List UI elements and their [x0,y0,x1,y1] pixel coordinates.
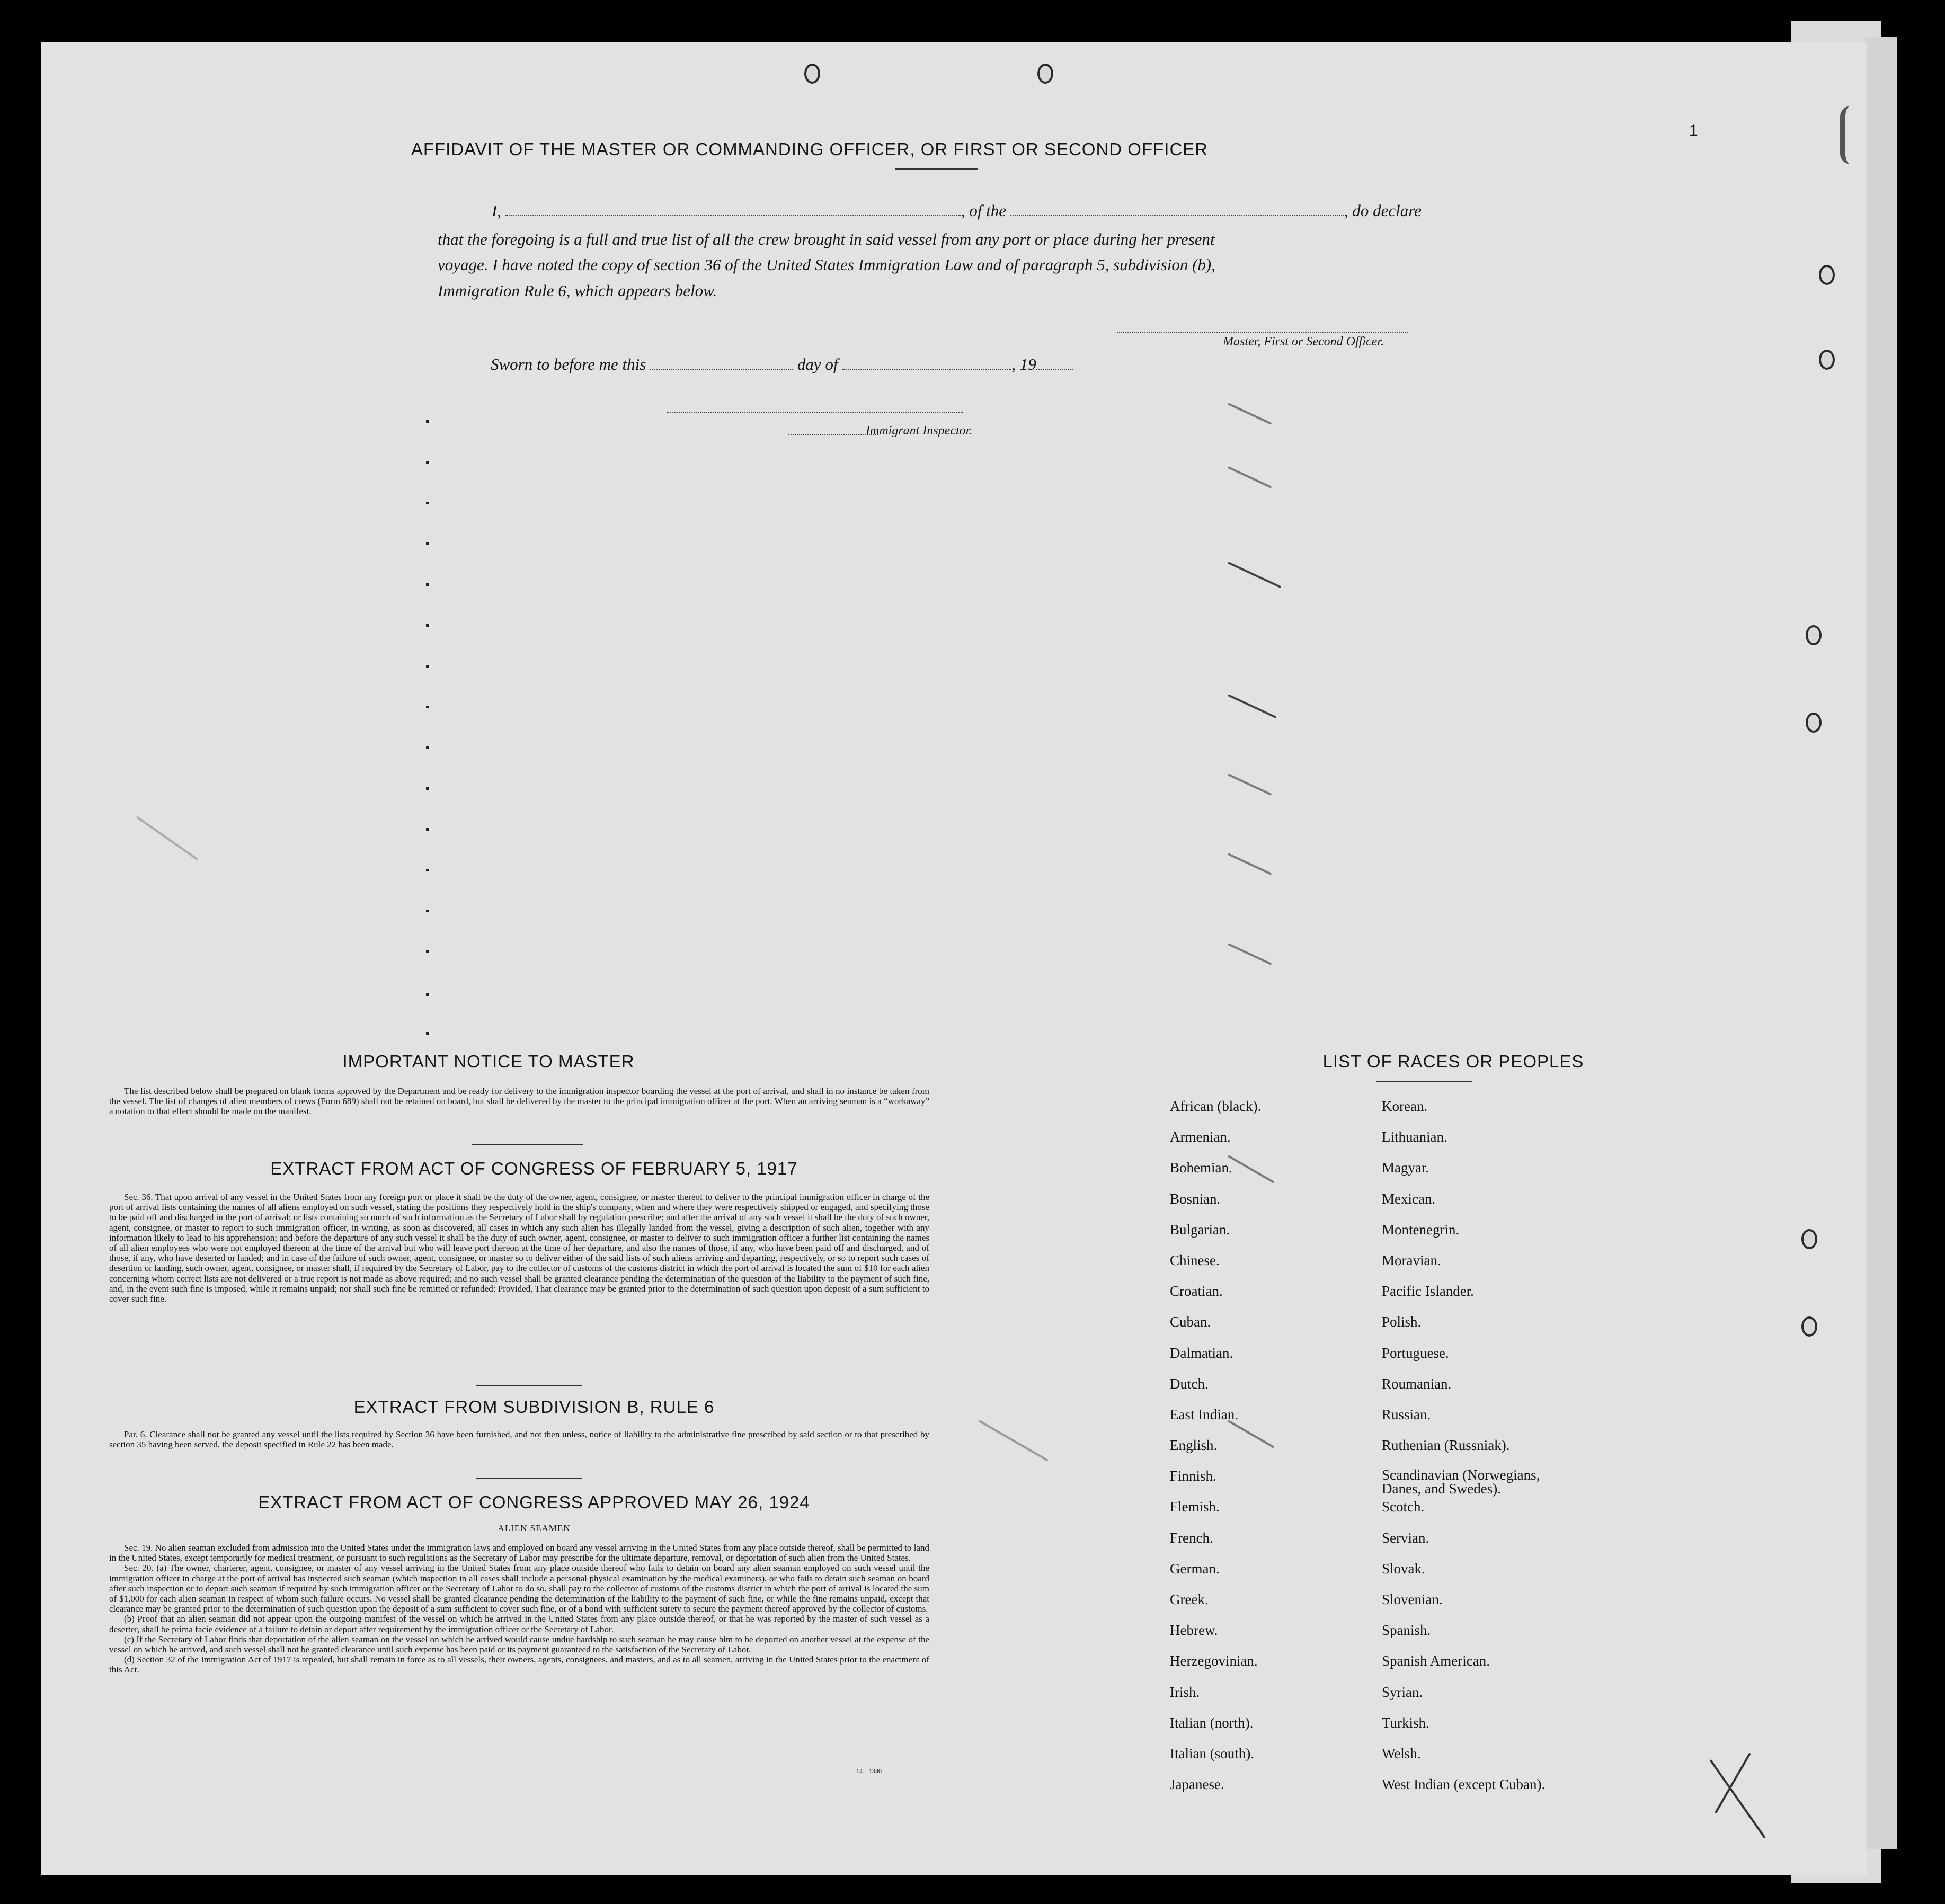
race-item: Japanese. [1170,1776,1224,1793]
race-item: Roumanian. [1382,1375,1452,1392]
race-item: German. [1170,1560,1220,1577]
race-item: West Indian (except Cuban). [1382,1776,1546,1793]
affidavit-of-the: , of the [961,201,1007,220]
race-item: Spanish. [1382,1622,1431,1639]
race-item: Slovenian. [1382,1591,1443,1607]
affidavit-title: AFFIDAVIT OF THE MASTER OR COMMANDING OFFICER, OR FIRST OR SECOND OFFICER [411,139,1209,159]
sworn-year-field[interactable] [1036,369,1073,370]
race-item: Italian (south). [1170,1745,1254,1761]
underlying-page-edge [1865,37,1897,1849]
race-item: Spanish American. [1382,1653,1490,1669]
race-item: East Indian. [1170,1406,1238,1422]
race-item: Herzegovinian. [1170,1653,1258,1669]
binder-hole [1806,713,1822,733]
races-title: LIST OF RACES OR PEOPLES [1322,1052,1584,1071]
section-20c-paragraph: (c) If the Secretary of Labor finds that deportation of the alien seaman on the vessel on which he arrived would cause undue hardship to such seaman he may cause him to be deported on another vessel at the expense of the vessel on which he arrived, and such vessel shall not be granted clearance until such expense has been paid or its payment guaranteed to the satisfaction of the Secretary of Labor. [109,1634,929,1655]
race-item: Korean. [1382,1098,1428,1114]
inspector-signature-line[interactable] [667,412,963,413]
races-column-2 [1382,1098,1557,1807]
section-36-paragraph: Sec. 36. That upon arrival of any vessel in the United States from any foreign port or place it shall be the duty of the owner, agent, consignee, or master thereof to deliver to the principal immigration officer in charge of the port of arrival lists containing the names of all aliens employed on such vessel, stating the positions they respectively hold in the ship's company, when and where they were respectively shipped or engaged, and specifying those to be paid off and discharged in the port of arrival; or lists containing so much of such information as the Secretary of Labor shall by regulation prescribe; and after the arrival of any such vessel it shall be the duty of such owner, agent, consignee, or master to report to such immigration officer, in writing, as soon as discovered, all cases in which any such alien has illegally landed from the vessel, giving a description of such alien, together with any information likely to lead to his apprehension; and before the departure of any such vessel it shall be the duty of such owner, agent, consignee, or master to deliver to such immigration officer a further list containing the names of all alien employees who were not employed thereon at the time of the arrival but who will leave port thereon at the time of her departure, and also the names of those, if any, who have been paid off and discharged, and of those, if any, who have deserted or landed; and in case of the failure of such owner, agent, consignee, or master so to deliver either of the said lists of such aliens arriving and departing, respectively, or so to report such cases of desertion or landing, such owner, agent, consignee, or master shall, if required by the Secretary of Labor, pay to the collector of customs of the customs district in which the port of arrival is located the sum of $10 for each alien concerning whom correct lists are not delivered or a true report is not made as above required; and no such vessel shall be granted clearance pending the determination of the question of the liability to the payment of such fine, and, in the event such fine is imposed, while it remains unpaid; nor shall such fine be remitted or refunded: Provided, That clearance may be granted prior to the determination of such question upon deposit of a sum sufficient to cover such fine. [109,1192,929,1304]
section-rule [472,1144,583,1145]
extract-1917-title: EXTRACT FROM ACT OF CONGRESS OF FEBRUARY 5, 1917 [270,1159,798,1178]
race-item: English. [1170,1437,1218,1454]
race-item: Bosnian. [1170,1190,1221,1207]
sworn-day-of: day of [797,355,838,373]
binder-hole [1037,64,1053,84]
race-item: Ruthenian (Russniak). [1382,1437,1510,1454]
race-item: Irish. [1170,1684,1200,1700]
inspector-label: Immigrant Inspector. [866,424,973,438]
race-item: African (black). [1170,1098,1262,1114]
affidavit-declare: , do declare [1344,201,1422,220]
race-item: Turkish. [1382,1714,1429,1731]
binder-hole [804,64,820,84]
section-19-paragraph: Sec. 19. No alien seaman excluded from admission into the United States under the immigration laws and employed on board any vessel arriving in the United States from any place outside thereof, shall be permitted to land in the United States, except temporarily for medical treatment, or pursuant to such regulations as the Secretary of Labor may prescribe for the ultimate departure, removal, or deportation of such alien from the United States. [109,1543,929,1563]
binder-hole [1819,265,1835,285]
race-item: Bulgarian. [1170,1221,1230,1238]
race-item: Italian (north). [1170,1714,1254,1731]
affidavit-line-3: voyage. I have noted the copy of section 36 of the United States Immigration Law and of paragraph 5, subdivision (b), [438,255,1215,274]
race-item: Flemish. [1170,1499,1220,1515]
race-item: Magyar. [1382,1160,1429,1176]
affidavit-i: I, [492,201,502,220]
sworn-year: , 19 [1011,355,1036,373]
section-rule [476,1478,582,1479]
sworn-month-field[interactable] [842,369,1011,370]
extract-1924-text [109,1543,929,1675]
binder-hole [1806,625,1822,645]
name-field[interactable] [505,215,961,216]
notice-text [109,1086,929,1117]
signature-line[interactable] [1117,332,1408,333]
race-item: Mexican. [1382,1190,1436,1207]
binder-hole [1819,350,1835,370]
race-item: Portuguese. [1382,1345,1449,1361]
race-item: Cuban. [1170,1314,1211,1330]
notice-paragraph: The list described below shall be prepared on blank forms approved by the Department and be ready for delivery to the immigration inspector boarding the vessel at the port of arrival, and shall in no instance be taken from the vessel. The list of changes of alien members of crews (Form 689) shall not be retained on board, but shall be delivered by the master to the principal immigration officer at the port. When an arriving seaman is a “workaway” a notation to that effect should be made on the manifest. [109,1086,929,1117]
race-item: Bohemian. [1170,1160,1232,1176]
race-item: Finnish. [1170,1468,1216,1484]
alien-seamen-subtitle: ALIEN SEAMEN [498,1523,571,1533]
section-20b-paragraph: (b) Proof that an alien seaman did not appear upon the outgoing manifest of the vessel on which he arrived in the United States from any place outside thereof, or that he was reported by the master of such vessel as a deserter, shall be prima facie evidence of a failure to detain or deport after requirement by the immigration officer or the Secretary of Labor. [109,1614,929,1634]
races-column-1 [1170,1098,1261,1807]
races-title-rule [1376,1081,1472,1082]
title-rule [895,168,978,170]
race-item: Welsh. [1382,1745,1421,1761]
race-item: Armenian. [1170,1129,1231,1145]
sworn-prefix: Sworn to before me this [491,355,646,373]
race-item: Russian. [1382,1406,1431,1422]
affidavit-line-4: Immigration Rule 6, which appears below. [438,281,717,300]
race-item: Lithuanian. [1382,1129,1447,1145]
notice-title: IMPORTANT NOTICE TO MASTER [342,1052,635,1071]
document-sheet [41,42,1867,1875]
binder-hole [1801,1316,1817,1337]
rule-6-title: EXTRACT FROM SUBDIVISION B, RULE 6 [353,1397,715,1417]
race-item: Polish. [1382,1314,1422,1330]
sworn-line [491,355,1073,374]
sworn-day-field[interactable] [650,369,793,370]
form-number: 14—1340 [856,1767,882,1775]
race-item: Dalmatian. [1170,1345,1233,1361]
affidavit-line-2: that the foregoing is a full and true list of all the crew brought in said vessel from any port or place during her present [438,230,1215,248]
section-rule [476,1385,582,1386]
binder-hole [1801,1229,1817,1249]
handwritten-mark [1840,106,1875,164]
race-item: Scandinavian (Norwegians, Danes, and Swedes). [1382,1467,1540,1497]
race-item: Pacific Islander. [1382,1283,1474,1300]
race-item: Slovak. [1382,1560,1425,1577]
paragraph-6: Par. 6. Clearance shall not be granted any vessel until the lists required by Section 36 have been furnished, and not then unless, notice of liability to the administrative fine prescribed by said section or to that prescribed by section 35 having been served, the deposit specified in Rule 22 has been made. [109,1429,929,1450]
race-item: Scotch. [1382,1499,1425,1515]
race-item: Servian. [1382,1529,1429,1546]
race-item: Moravian. [1382,1252,1441,1268]
race-item: Hebrew. [1170,1622,1218,1639]
race-item: Montenegrin. [1382,1221,1460,1238]
race-item: Chinese. [1170,1252,1220,1268]
race-item: Syrian. [1382,1684,1423,1700]
race-item: French. [1170,1529,1213,1546]
race-item: Greek. [1170,1591,1209,1607]
section-20a-paragraph: Sec. 20. (a) The owner, charterer, agent, consignee, or master of any vessel arriving in the United States from any place outside thereof who fails to detain on board any alien seaman employed on such vessel until the immigration officer in charge at the port of arrival has inspected such seaman (which inspection in all cases shall include a personal physical examination by the medical examiners), or who fails to detain such seaman on board after such inspection or to deport such seaman if required by such immigration officer or the Secretary of Labor to do so, shall pay to the collector of customs of the customs district in which the port of arrival is located the sum of $1,000 for each alien seaman in respect of whom such failure occurs. No vessel shall be granted clearance pending the determination of the liability to the payment of such fine, or while the fine remains unpaid, except that clearance may be granted prior to the determination of such question upon the deposit of a sum sufficient to cover such fine, or of a bond with sufficient surety to secure the payment thereof approved by the collector of customs. [109,1563,929,1614]
extract-1917-text [109,1192,929,1304]
extract-1924-title: EXTRACT FROM ACT OF CONGRESS APPROVED MAY 26, 1924 [258,1492,810,1512]
signature-label: Master, First or Second Officer. [1223,335,1384,349]
section-20d-paragraph: (d) Section 32 of the Immigration Act of 1917 is repealed, but shall remain in force as to all vessels, their owners, agents, consignees, and masters, and as to all seamen, arriving in the United States prior to the enactment of this Act. [109,1654,929,1675]
vessel-field[interactable] [1010,215,1344,216]
rule-6-text [109,1429,929,1449]
inspector-short-line [788,434,878,435]
race-item: Croatian. [1170,1283,1223,1300]
bleed-through [1905,111,1917,146]
race-item: Dutch. [1170,1375,1209,1392]
affidavit-line-1 [492,201,1498,220]
page-number: 1 [1689,122,1698,139]
